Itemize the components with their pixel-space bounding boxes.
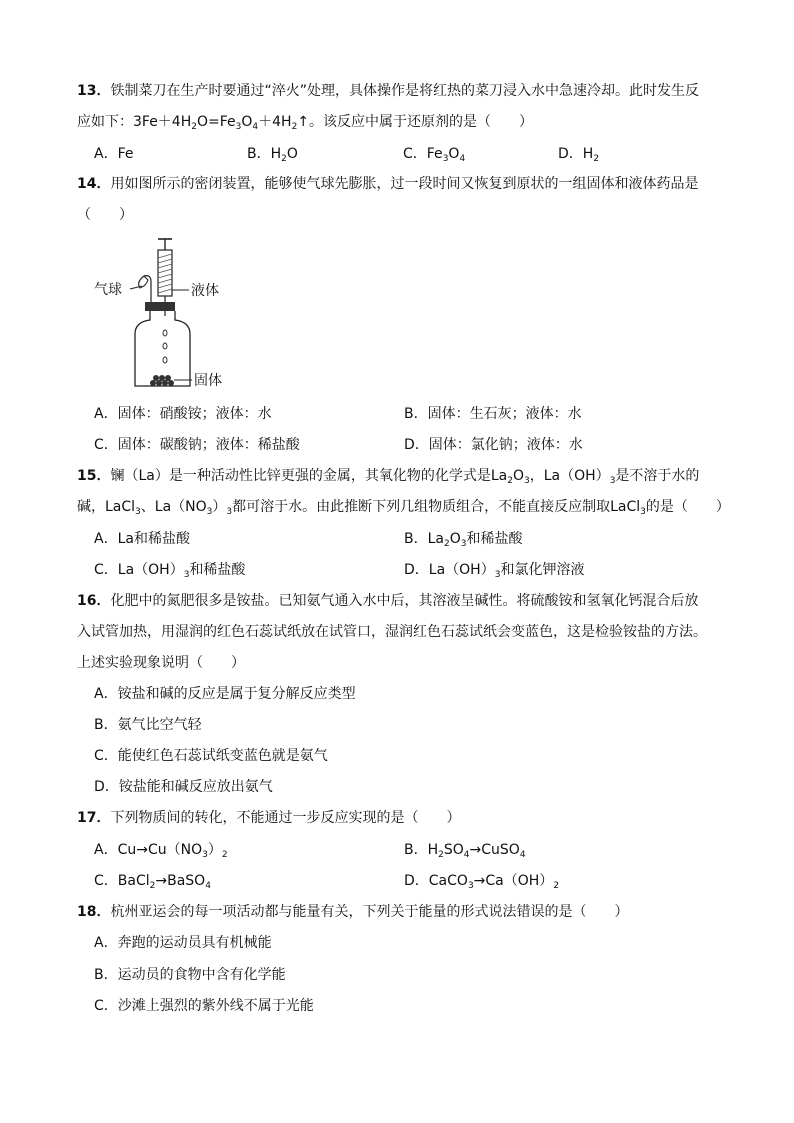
subscript: 3 — [202, 850, 208, 860]
subscript: 3 — [467, 881, 474, 891]
option-a[interactable]: A．固体：硝酸铵；液体：水 — [94, 406, 272, 422]
option-text: A．Cu→Cu（NO — [94, 842, 203, 858]
question-number: 16． — [77, 593, 111, 609]
option-text: C．BaCl — [94, 873, 150, 889]
question-number: 14． — [77, 176, 111, 192]
subscript: 3 — [183, 570, 190, 580]
option-d[interactable] — [404, 871, 559, 891]
option-text: B．H — [404, 842, 439, 858]
question-text: ） — [212, 499, 227, 515]
subscript: 2 — [149, 881, 156, 891]
option-c[interactable] — [94, 871, 211, 891]
question-17-stem — [77, 808, 460, 828]
option-text: 和氯化钾溶液 — [500, 562, 585, 578]
subscript: 2 — [553, 881, 560, 891]
question-text: 都可溶于水。由此推断下列几组物质组合，不能直接反应制取LaCl — [232, 499, 641, 515]
question-13-stem-line-2 — [77, 112, 533, 132]
subscript: 2 — [291, 122, 298, 132]
question-text: ，La（OH） — [529, 468, 610, 484]
question-text: 化肥中的氮肥很多是铵盐。已知氨气通入水中后，其溶液呈碱性。将硫酸铵和氢氧化钙混合后放 — [110, 593, 699, 609]
question-16-stem-line-2: 入试管加热，用湿润的红色石蕊试纸放在试管口，湿润红色石蕊试纸会变蓝色，这是检验铵盐的方法。 — [77, 624, 707, 640]
question-14-stem-line-1 — [77, 174, 698, 194]
subscript: 2 — [507, 476, 513, 486]
question-number: 13． — [77, 83, 111, 99]
subscript: 3 — [206, 507, 213, 517]
question-text: 杭州亚运会的每一项活动都与能量有关，下列关于能量的形式说法错误的是（ ） — [110, 904, 629, 920]
bubble — [163, 357, 167, 363]
option-text: B．La — [404, 531, 444, 547]
solid-granules — [150, 375, 174, 386]
subscript: 3 — [235, 122, 242, 132]
option-text: ） — [207, 842, 222, 858]
syringe-barrel — [158, 250, 172, 296]
question-14-stem-line-2: （ ） — [77, 207, 133, 223]
question-16-stem-line-3: 上述实验现象说明（ ） — [77, 655, 245, 671]
subscript: 4 — [463, 850, 470, 860]
label-solid: 固体 — [194, 373, 222, 389]
subscript: 2 — [443, 539, 450, 549]
option-a[interactable]: A．La和稀盐酸 — [94, 531, 190, 547]
question-text: 是不溶于水的 — [615, 468, 700, 484]
subscript: 3 — [640, 507, 646, 517]
subscript: 3 — [524, 476, 530, 486]
subscript: 3 — [442, 154, 449, 164]
option-c[interactable]: C．固体：碳酸钠；液体：稀盐酸 — [94, 437, 300, 453]
option-c[interactable] — [94, 560, 245, 580]
question-text: ↑。该反应中属于还原剂的是（ ） — [297, 114, 534, 130]
equation-part: O=Fe — [196, 114, 236, 130]
question-18-stem — [77, 902, 628, 922]
question-text: 的是（ ） — [645, 499, 730, 515]
bubble — [163, 343, 167, 349]
subscript: 3 — [226, 507, 233, 517]
option-b[interactable] — [404, 840, 526, 860]
question-text: 镧（La）是一种活动性比锌更强的金属，其氧化物的化学式是La — [110, 468, 508, 484]
option-text: 和稀盐酸 — [466, 531, 523, 547]
option-b[interactable]: B．运动员的食物中含有化学能 — [94, 967, 286, 983]
subscript: 3 — [460, 539, 467, 549]
subscript: 3 — [609, 476, 616, 486]
option-text: 和稀盐酸 — [189, 562, 246, 578]
subscript: 2 — [438, 850, 444, 860]
subscript: 2 — [221, 850, 228, 860]
option-a[interactable]: A．铵盐和碱的反应是属于复分解反应类型 — [94, 686, 356, 702]
option-b[interactable]: B．固体：生石灰；液体：水 — [404, 406, 582, 422]
subscript: 3 — [135, 507, 141, 517]
question-13-stem-line-1 — [77, 81, 699, 101]
subscript: 3 — [494, 570, 501, 580]
subscript: 2 — [191, 122, 197, 132]
subscript: 4 — [459, 154, 466, 164]
option-text: D．H — [558, 146, 594, 162]
question-text: 、La（NO — [140, 499, 207, 515]
option-text: →CuSO — [469, 842, 520, 858]
question-15-stem-line-1 — [77, 466, 699, 486]
question-text: O — [512, 468, 525, 484]
question-number: 15． — [77, 468, 111, 484]
sealed-bottle-diagram — [92, 236, 242, 396]
option-d[interactable]: D．铵盐能和碱反应放出氨气 — [94, 779, 273, 795]
option-text: D．La（OH） — [404, 562, 495, 578]
option-b[interactable] — [404, 529, 522, 549]
subscript: 4 — [519, 850, 526, 860]
question-text: 用如图所示的密闭装置，能够使气球先膨胀，过一段时间又恢复到原状的一组固体和液体药品是 — [110, 176, 699, 192]
question-number: 17． — [77, 810, 111, 826]
subscript: 2 — [281, 154, 287, 164]
equation-part: O — [241, 114, 253, 130]
option-c[interactable]: C．能使红色石蕊试纸变蓝色就是氨气 — [94, 748, 328, 764]
subscript: 4 — [252, 122, 259, 132]
question-text: 铁制菜刀在生产时要通过“淬火”处理，具体操作是将红热的菜刀浸入水中急速冷却。此时发生反 — [110, 83, 699, 99]
option-text: D．CaCO — [404, 873, 468, 889]
option-a[interactable] — [94, 144, 133, 164]
bubble — [163, 330, 167, 336]
label-liquid: 液体 — [191, 283, 219, 299]
option-text: O — [286, 146, 298, 162]
option-text: C．La（OH） — [94, 562, 184, 578]
option-d[interactable] — [558, 144, 599, 164]
stopper — [145, 302, 175, 311]
option-a[interactable] — [94, 840, 228, 860]
option-a[interactable]: A．奔跑的运动员具有机械能 — [94, 935, 272, 951]
option-b[interactable]: B．氨气比空气轻 — [94, 717, 202, 733]
option-text: →Ca（OH） — [473, 873, 554, 889]
bottle — [135, 311, 190, 386]
option-c[interactable]: C．沙滩上强烈的紫外线不属于光能 — [94, 998, 314, 1014]
option-c[interactable] — [403, 144, 465, 164]
option-text: O — [448, 146, 460, 162]
subscript: 4 — [205, 881, 211, 891]
option-text: B．H — [247, 146, 282, 162]
option-d[interactable] — [404, 560, 584, 580]
question-16-stem-line-1 — [77, 591, 698, 611]
option-b[interactable] — [247, 144, 298, 164]
option-text: A．Fe — [94, 146, 134, 162]
equation-part: 应如下：3Fe＋4H — [77, 114, 192, 130]
option-text: SO — [443, 842, 464, 858]
label-balloon: 气球 — [94, 282, 122, 298]
option-text: C．Fe — [403, 146, 443, 162]
question-number: 18． — [77, 904, 111, 920]
question-text: 下列物质间的转化，不能通过一步反应实现的是（ ） — [110, 810, 461, 826]
option-text: →BaSO — [155, 873, 206, 889]
option-text: O — [449, 531, 461, 547]
subscript: 2 — [593, 154, 600, 164]
question-text: 碱，LaCl — [77, 499, 136, 515]
question-15-stem-line-2 — [77, 497, 730, 517]
equation-part: ＋4H — [258, 114, 292, 130]
option-d[interactable]: D．固体：氯化钠；液体：水 — [404, 437, 583, 453]
